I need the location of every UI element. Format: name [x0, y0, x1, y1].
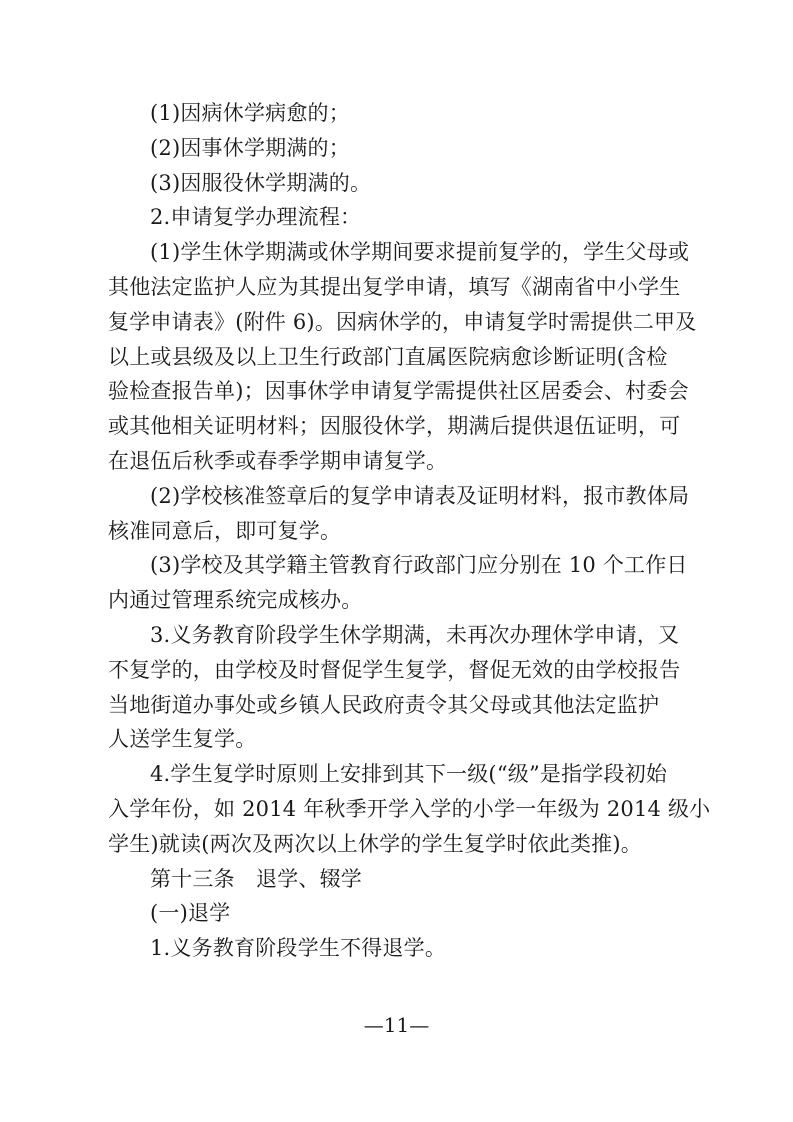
paragraph-line: 以上或县级及以上卫生行政部门直属医院病愈诊断证明(含检	[108, 344, 668, 369]
paragraph-line: 核准同意后，即可复学。	[108, 518, 342, 543]
paragraph-line: 验检查报告单)；因事休学申请复学需提供社区居委会、村委会	[108, 379, 689, 404]
paragraph-line: 人送学生复学。	[108, 727, 257, 752]
article-heading: 第十三条 退学、辍学	[150, 866, 362, 891]
paragraph-line: 或其他相关证明材料；因服役休学，期满后提供退伍证明，可	[108, 414, 681, 439]
paragraph-line: 复学申请表》(附件 6)。因病休学的，申请复学时需提供二甲及	[108, 309, 697, 334]
paragraph-line: 1.义务教育阶段学生不得退学。	[150, 936, 447, 961]
paragraph-line: 在退伍后秋季或春季学期申请复学。	[108, 448, 448, 473]
list-item-personal-leave-expired: (2)因事休学期满的；	[150, 135, 350, 160]
paragraph-line: 内通过管理系统完成核办。	[108, 588, 363, 613]
document-body	[108, 96, 711, 966]
paragraph-line: (2)学校核准签章后的复学申请表及证明材料，报市教体局	[150, 483, 690, 508]
paragraph-line: 4.学生复学时原则上安排到其下一级(“级”是指学段初始	[150, 762, 668, 787]
paragraph-line: 不复学的，由学校及时督促学生复学，督促无效的由学校报告	[108, 657, 681, 682]
list-item-military-leave-expired: (3)因服役休学期满的。	[150, 170, 372, 195]
page-number: —11—	[363, 1013, 430, 1037]
paragraph-line: (3)学校及其学籍主管教育行政部门应分别在 10 个工作日	[150, 553, 688, 578]
subsection-heading-withdrawal: (一)退学	[150, 901, 231, 926]
section-heading-resumption-process: 2.申请复学办理流程：	[150, 205, 362, 230]
paragraph-line: 3.义务教育阶段学生休学期满，未再次办理休学申请，又	[150, 622, 680, 647]
paragraph-line: 当地街道办事处或乡镇人民政府责令其父母或其他法定监护	[108, 692, 660, 717]
paragraph-line: 其他法定监护人应为其提出复学申请，填写《湖南省中小学生	[108, 274, 681, 299]
paragraph-line: (1)学生休学期满或休学期间要求提前复学的，学生父母或	[150, 240, 690, 265]
paragraph-line: 学生)就读(两次及两次以上休学的学生复学时依此类推)。	[108, 831, 642, 856]
list-item-illness-recovered: (1)因病休学病愈的；	[150, 101, 350, 125]
paragraph-line: 入学年份，如 2014 年秋季开学入学的小学一年级为 2014 级小	[108, 796, 711, 821]
